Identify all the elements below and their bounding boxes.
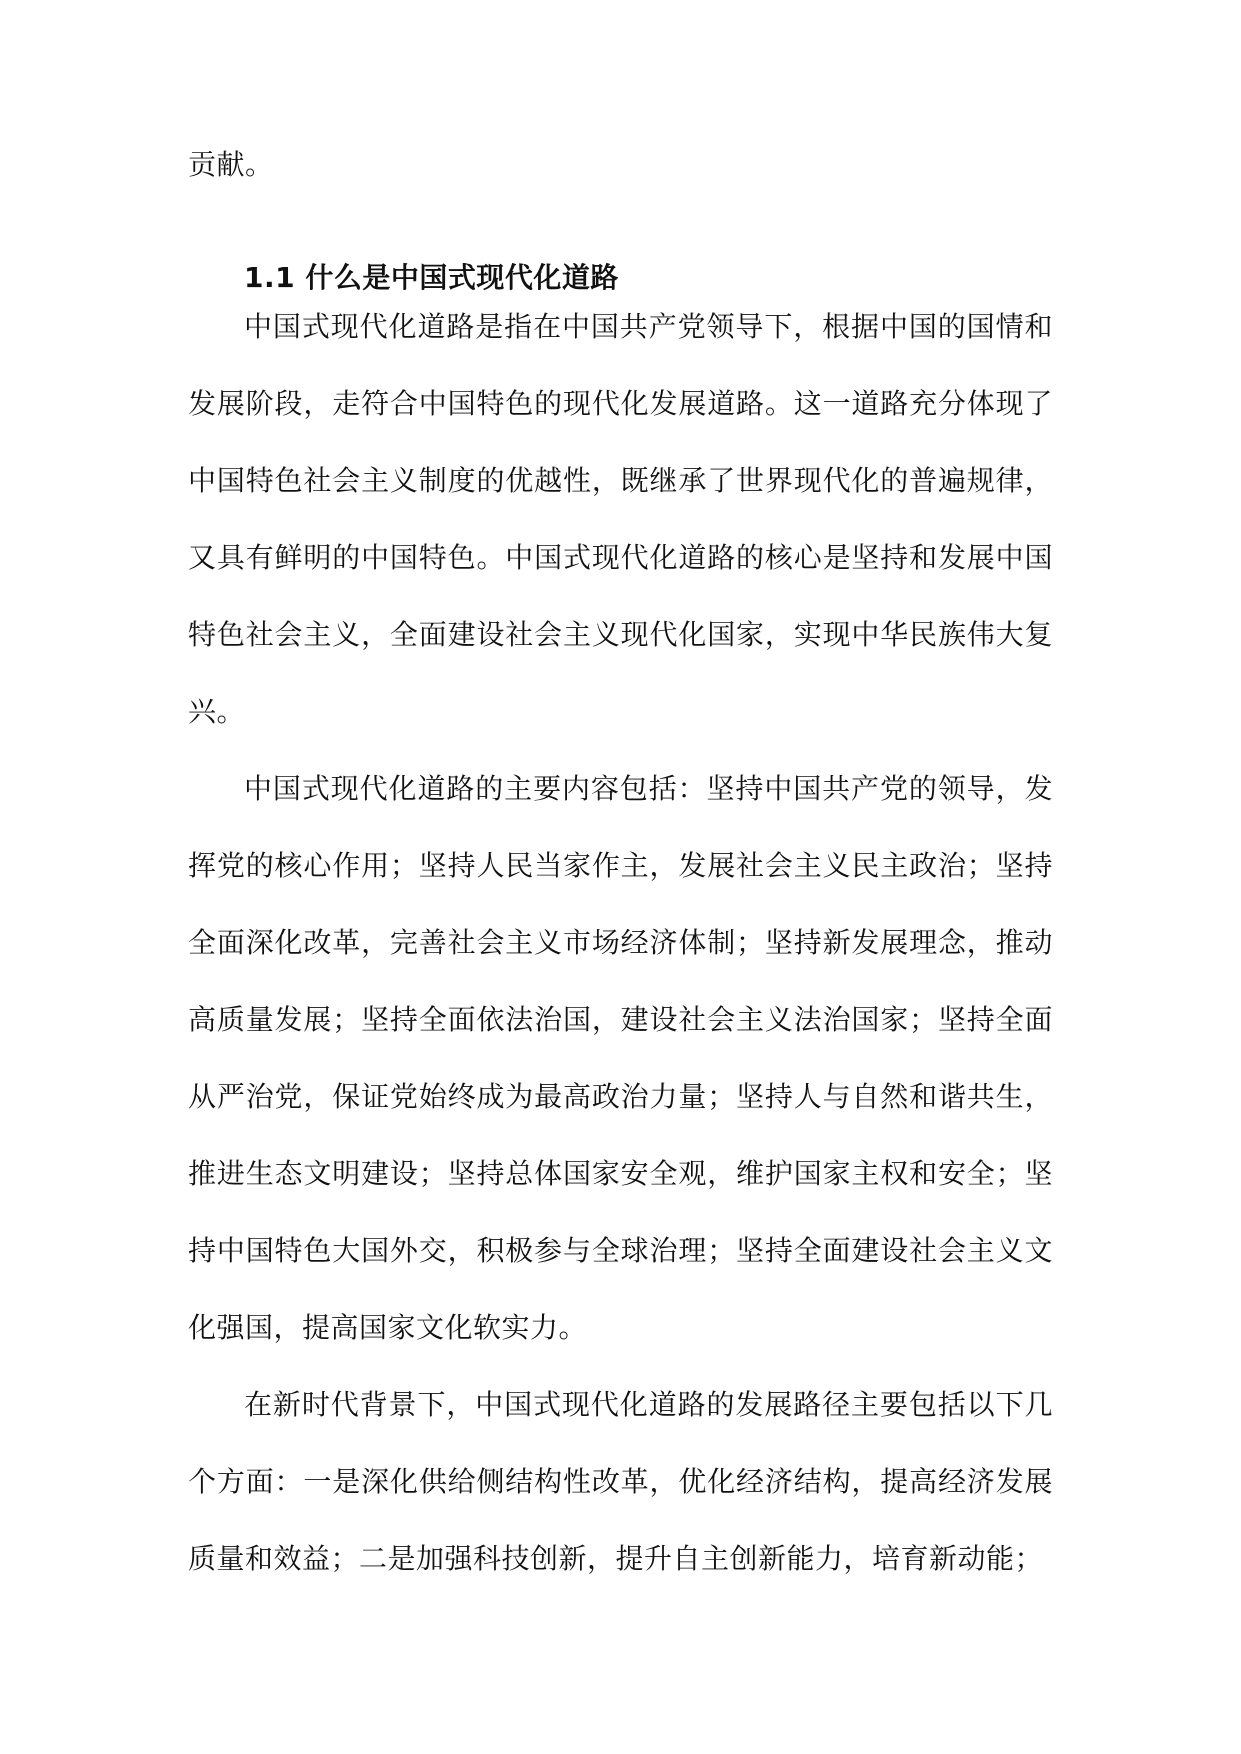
paragraph-2: 中国式现代化道路的主要内容包括：坚持中国共产党的领导，发挥党的核心作用；坚持人民当家作主，发展社会主义民主政治；坚持全面深化改革，完善社会主义市场经济体制；坚持新发展理念，推动高质量发展；坚持全面依法治国，建设社会主义法治国家；坚持全面从严治党，保证党始终成为最高政治力量；坚持人与自然和谐共生，推进生态文明建设；坚持总体国家安全观，维护国家主权和安全；坚持中国特色大国外交，积极参与全球治理；坚持全面建设社会主义文化强国，提高国家文化软实力。 — [188, 772, 1053, 1344]
body-text — [188, 288, 1053, 1597]
text-fragment-top — [188, 126, 1053, 203]
section-heading: 1.1 什么是中国式现代化道路 — [244, 261, 619, 294]
paragraph-3: 在新时代背景下，中国式现代化道路的发展路径主要包括以下几个方面：一是深化供给侧结构性改革，优化经济结构，提高经济发展质量和效益；二是加强科技创新，提升自主创新能力，培育新动能； — [188, 1388, 1053, 1575]
paragraph-1: 中国式现代化道路是指在中国共产党领导下，根据中国的国情和发展阶段，走符合中国特色的现代化发展道路。这一道路充分体现了中国特色社会主义制度的优越性，既继承了世界现代化的普遍规律，又具有鲜明的中国特色。中国式现代化道路的核心是坚持和发展中国特色社会主义，全面建设社会主义现代化国家，实现中华民族伟大复兴。 — [188, 310, 1053, 728]
paragraph-continuation: 贡献。 — [188, 148, 274, 181]
